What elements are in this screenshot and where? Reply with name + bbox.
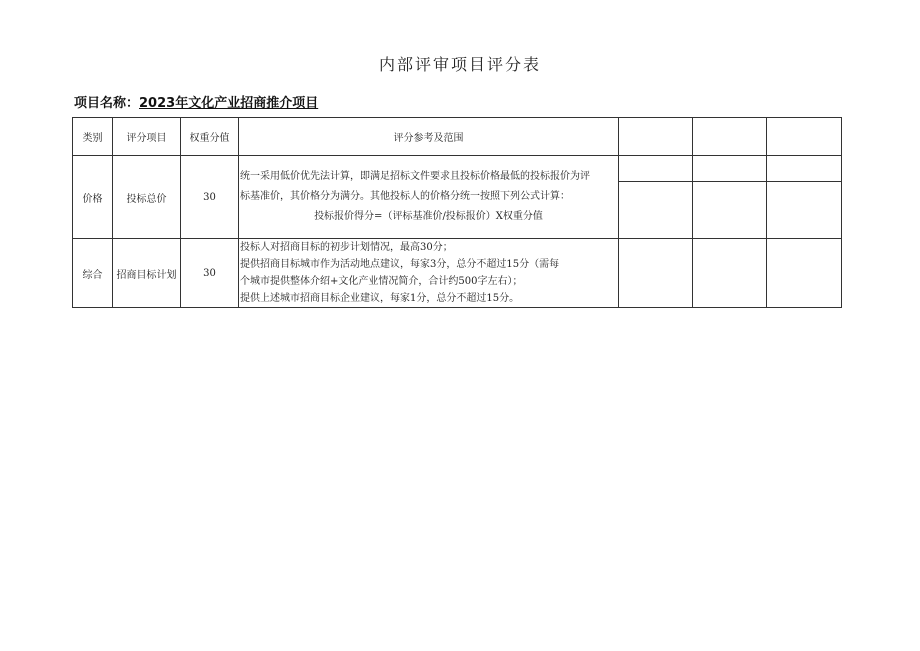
blank-cell (767, 239, 842, 308)
header-weight: 权重分值 (181, 118, 239, 156)
project-name-label: 项目名称： (74, 96, 140, 111)
table-header-row (73, 118, 842, 156)
row-weight: 30 (181, 239, 239, 308)
blank-cell (619, 156, 693, 182)
blank-cell (693, 239, 767, 308)
scoring-table (72, 117, 842, 308)
project-name-line (74, 92, 318, 111)
table-row (73, 239, 842, 308)
description-line: 提供上述城市招商目标企业建议，每家1分，总分不超过15分。 (240, 293, 520, 304)
row-category: 综合 (73, 239, 113, 308)
project-name-value: 2023年文化产业招商推介项目 (139, 96, 319, 111)
page-title: 内部评审项目评分表 (378, 55, 541, 74)
description-line: 统一采用低价优先法计算，即满足招标文件要求且投标价格最低的投标报价为评 (240, 171, 590, 182)
blank-cell (767, 156, 842, 182)
row-weight: 30 (181, 156, 239, 239)
blank-cell (693, 182, 767, 239)
row-description (239, 239, 619, 308)
blank-cell (619, 239, 693, 308)
header-category: 类别 (73, 118, 113, 156)
blank-cell (693, 156, 767, 182)
row-item: 投标总价 (113, 156, 181, 239)
formula-line: 投标报价得分=（评标基准价/投标报价）X权重分值 (314, 211, 543, 222)
table-row (73, 156, 842, 182)
row-item: 招商目标计划 (113, 239, 181, 308)
header-item: 评分项目 (113, 118, 181, 156)
blank-cell (767, 182, 842, 239)
blank-header-cell (619, 118, 693, 156)
header-reference: 评分参考及范围 (239, 118, 619, 156)
description-line: 个城市提供整体介绍+文化产业情况简介，合计约500字左右）； (240, 276, 523, 287)
blank-header-cell (767, 118, 842, 156)
row-category: 价格 (73, 156, 113, 239)
description-line: 提供招商目标城市作为活动地点建议，每家3分，总分不超过15分（需每 (240, 259, 560, 270)
description-line: 标基准价，其价格分为满分。其他投标人的价格分统一按照下列公式计算： (240, 191, 570, 202)
blank-cell (619, 182, 693, 239)
description-line: 投标人对招商目标的初步计划情况，最高30分； (240, 242, 453, 253)
row-description (239, 156, 619, 239)
blank-header-cell (693, 118, 767, 156)
